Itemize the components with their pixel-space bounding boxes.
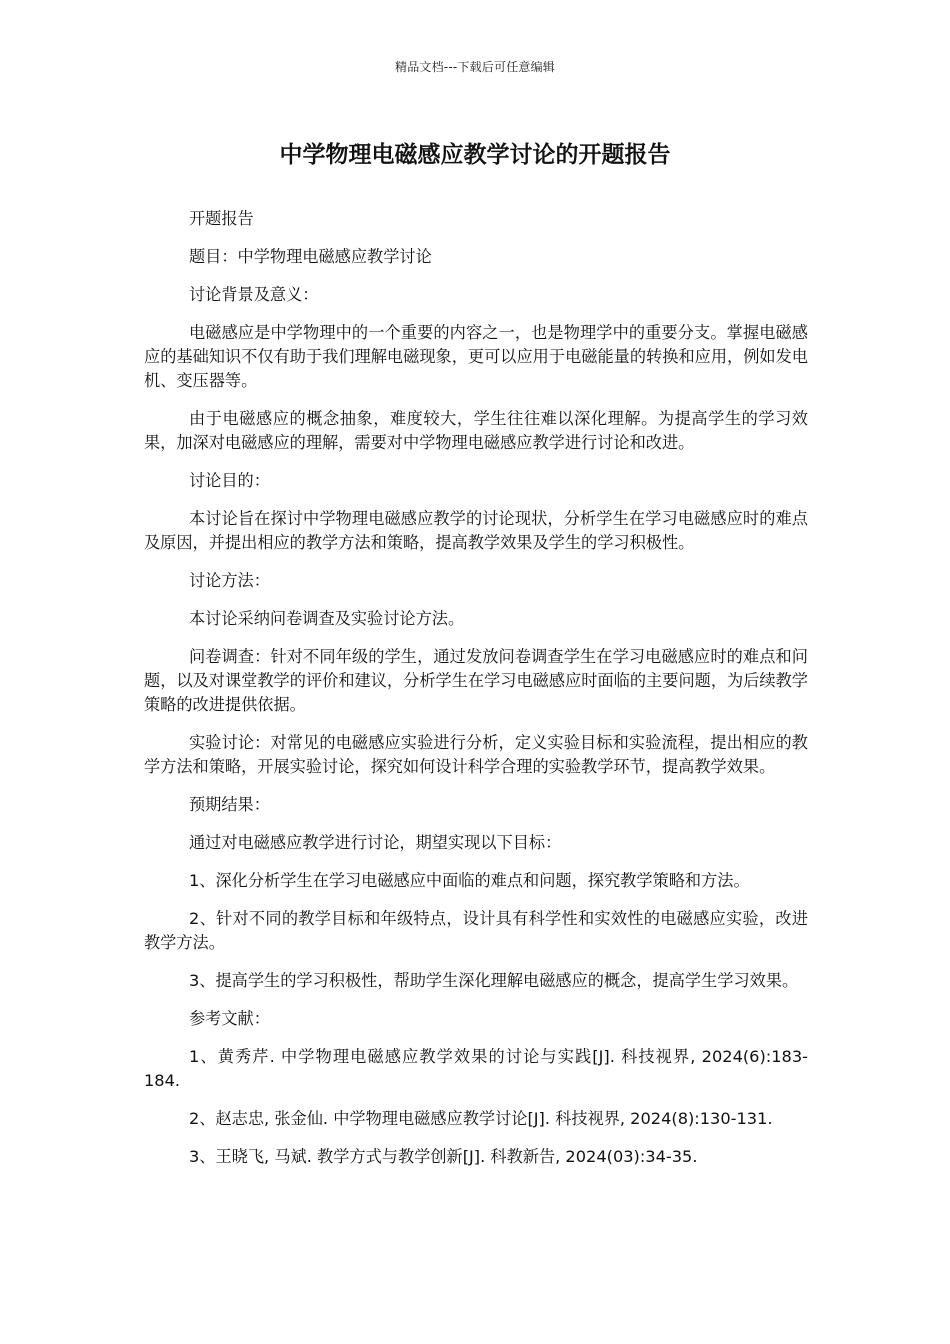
heading-references: 参考文献：: [189, 1009, 270, 1028]
reference-item-1: 1、黄秀芹. 中学物理电磁感应教学效果的讨论与实践[J]. 科技视界, 2024(6):183-184.: [144, 1047, 808, 1090]
reference-item-2: 2、赵志忠, 张金仙. 中学物理电磁感应教学讨论[J]. 科技视界, 2024(8):130-131.: [189, 1109, 773, 1128]
heading-purpose: 讨论目的：: [189, 471, 270, 490]
document-body: [144, 207, 808, 1183]
document-title: 中学物理电磁感应教学讨论的开题报告: [279, 142, 671, 168]
reference-item-3: 3、王晓飞, 马斌. 教学方式与教学创新[J]. 科教新告, 2024(03):34-35.: [189, 1147, 698, 1166]
paragraph-section-label: 开题报告: [189, 209, 254, 228]
heading-method: 讨论方法：: [189, 571, 270, 590]
heading-expected-results: 预期结果：: [189, 795, 270, 814]
paragraph-background-2: 由于电磁感应的概念抽象，难度较大，学生往往难以深化理解。为提高学生的学习效果，加深对电磁感应的理解，需要对中学物理电磁感应教学进行讨论和改进。: [144, 409, 808, 452]
list-item-goal-3: 3、提高学生的学习积极性，帮助学生深化理解电磁感应的概念，提高学生学习效果。: [189, 971, 799, 990]
paragraph-method-intro: 本讨论采纳问卷调查及实验讨论方法。: [189, 609, 465, 628]
list-item-goal-2: 2、针对不同的教学目标和年级特点，设计具有科学性和实效性的电磁感应实验，改进教学方法。: [144, 909, 808, 952]
heading-background: 讨论背景及意义：: [189, 285, 319, 304]
paragraph-background-1: 电磁感应是中学物理中的一个重要的内容之一，也是物理学中的重要分支。掌握电磁感应的基础知识不仅有助于我们理解电磁现象，更可以应用于电磁能量的转换和应用，例如发电机、变压器等。: [144, 323, 808, 390]
list-item-goal-1: 1、深化分析学生在学习电磁感应中面临的难点和问题，探究教学策略和方法。: [189, 871, 750, 890]
paragraph-method-survey: 问卷调查：针对不同年级的学生，通过发放问卷调查学生在学习电磁感应时的难点和问题，以及对课堂教学的评价和建议，分析学生在学习电磁感应时面临的主要问题，为后续教学策略的改进提供依据。: [144, 647, 808, 714]
paragraph-expected-intro: 通过对电磁感应教学进行讨论，期望实现以下目标：: [189, 833, 562, 852]
paragraph-topic: 题目：中学物理电磁感应教学讨论: [189, 247, 432, 266]
paragraph-method-experiment: 实验讨论：对常见的电磁感应实验进行分析，定义实验目标和实验流程，提出相应的教学方法和策略，开展实验讨论，探究如何设计科学合理的实验教学环节，提高教学效果。: [144, 733, 808, 776]
header-note: 精品文档---下载后可任意编辑: [395, 60, 555, 74]
paragraph-purpose: 本讨论旨在探讨中学物理电磁感应教学的讨论现状，分析学生在学习电磁感应时的难点及原因，并提出相应的教学方法和策略，提高教学效果及学生的学习积极性。: [144, 509, 808, 552]
